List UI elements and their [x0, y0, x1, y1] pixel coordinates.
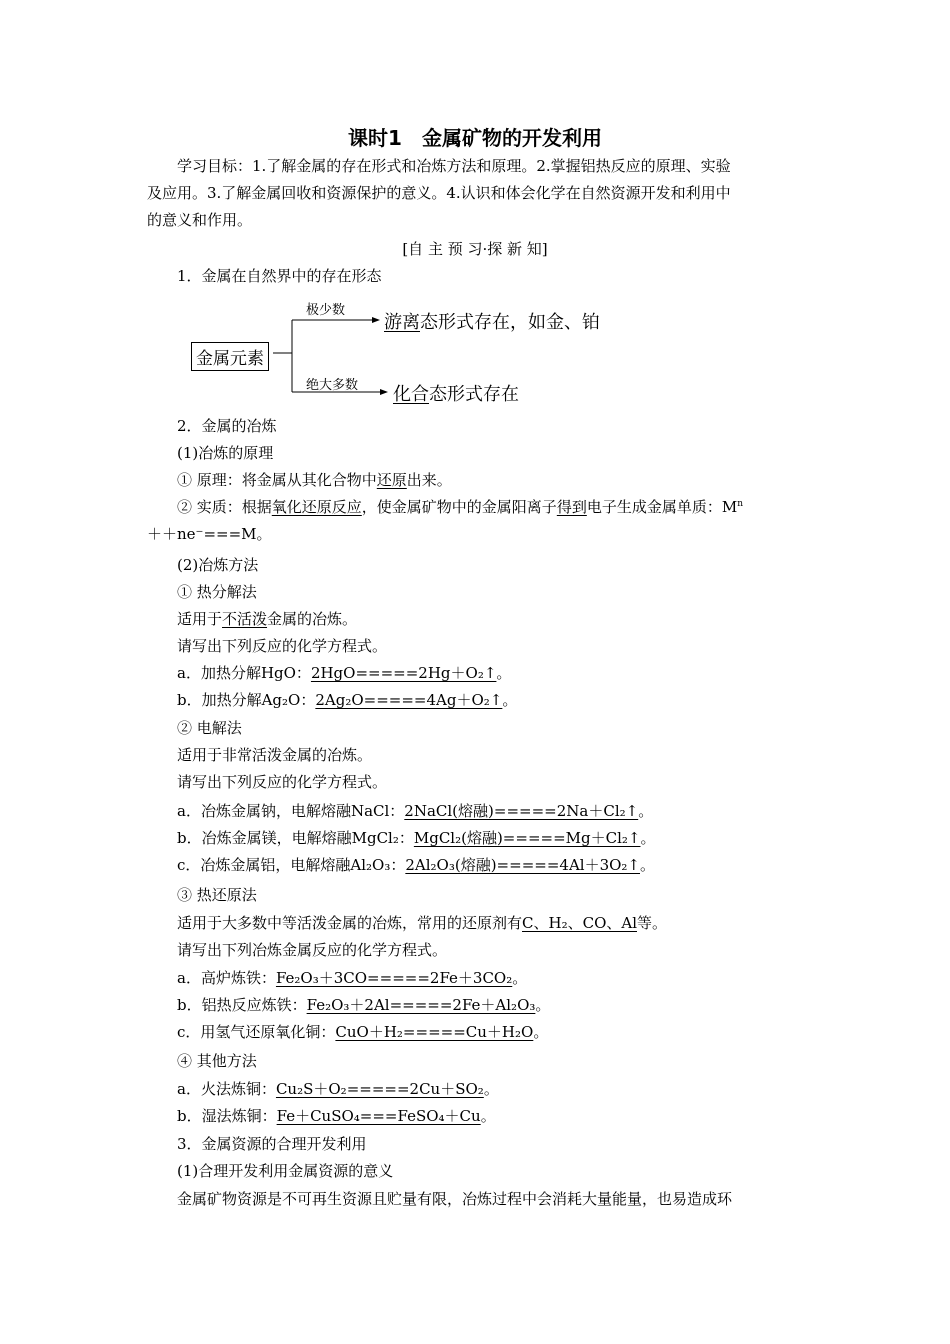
- method-4-title: ④ 其他方法: [177, 1052, 257, 1070]
- upper-branch-text: 游离态形式存在，如金、铂: [384, 312, 600, 333]
- section-header: [自 主 预 习·探 新 知]: [402, 240, 548, 258]
- method-2-ask: 请写出下列反应的化学方程式。: [177, 773, 388, 791]
- equation-3c: c．用氢气还原氧化铜：CuO＋H₂=====Cu＋H₂O。: [177, 1023, 549, 1041]
- method-3-desc: 适用于大多数中等活泼金属的冶炼，常用的还原剂有C、H₂、CO、Al等。: [177, 914, 668, 932]
- equation-4b: b．湿法炼铜：Fe＋CuSO₄===FeSO₄＋Cu。: [177, 1107, 496, 1125]
- lower-branch-text: 化合态形式存在: [393, 384, 519, 405]
- objectives-line-2: 及应用。3.了解金属回收和资源保护的意义。4.认识和体会化学在自然资源开发和利用中: [147, 184, 731, 202]
- objectives-line-3: 的意义和作用。: [147, 211, 253, 229]
- method-2-desc: 适用于非常活泼金属的冶炼。: [177, 746, 373, 764]
- essence-text: ② 实质：根据氧化还原反应，使金属矿物中的金属阳离子得到电子生成金属单质：$M^n$: [177, 498, 743, 516]
- method-3-ask: 请写出下列冶炼金属反应的化学方程式。: [177, 941, 448, 959]
- section-1-heading: 1．金属在自然界中的存在形态: [177, 267, 382, 285]
- method-1-ask: 请写出下列反应的化学方程式。: [177, 637, 388, 655]
- method-2-title: ② 电解法: [177, 719, 242, 737]
- methods-heading: (2)冶炼方法: [177, 556, 259, 574]
- equation-1b: b．加热分解Ag₂O：2Ag₂O=====4Ag＋O₂↑。: [177, 691, 518, 709]
- equation-2c: c．冶炼金属铝，电解熔融Al₂O₃：2Al₂O₃(熔融)=====4Al＋3O₂↑。: [177, 856, 656, 874]
- principle-text: ① 原理：将金属从其化合物中还原出来。: [177, 471, 452, 489]
- equation-1a: a．加热分解HgO：2HgO=====2Hg＋O₂↑。: [177, 664, 512, 682]
- section-2-heading: 2．金属的冶炼: [177, 417, 277, 435]
- equation-3b: b．铝热反应炼铁：Fe₂O₃＋2Al=====2Fe＋Al₂O₃。: [177, 996, 551, 1014]
- equation-2a: a．冶炼金属钠，电解熔融NaCl：2NaCl(熔融)=====2Na＋Cl₂↑。: [177, 802, 654, 820]
- upper-branch-label: 极少数: [306, 303, 346, 318]
- equation-4a: a．火法炼铜：Cu₂S＋O₂=====2Cu＋SO₂。: [177, 1080, 499, 1098]
- essence-text-cont: ＋＋ne⁻===M。: [147, 525, 272, 543]
- principle-heading: (1)冶炼的原理: [177, 444, 274, 462]
- section-3-sub-heading: (1)合理开发利用金属资源的意义: [177, 1162, 394, 1180]
- existence-diagram: [188, 292, 608, 412]
- equation-3a: a．高炉炼铁：Fe₂O₃＋3CO=====2Fe＋3CO₂。: [177, 969, 528, 987]
- section-3-heading: 3．金属资源的合理开发利用: [177, 1135, 367, 1153]
- method-3-title: ③ 热还原法: [177, 886, 257, 904]
- metal-element-box: 金属元素: [191, 342, 269, 371]
- lower-branch-label: 绝大多数: [306, 378, 359, 393]
- method-1-desc: 适用于不活泼金属的冶炼。: [177, 610, 358, 628]
- objectives-line-1: 学习目标：1.了解金属的存在形式和冶炼方法和原理。2.掌握铝热反应的原理、实验: [177, 157, 731, 175]
- page-title: 课时1 金属矿物的开发利用: [348, 126, 602, 150]
- equation-2b: b．冶炼金属镁，电解熔融MgCl₂：MgCl₂(熔融)=====Mg＋Cl₂↑。: [177, 829, 656, 847]
- method-1-title: ① 热分解法: [177, 583, 257, 601]
- section-3-text: 金属矿物资源是不可再生资源且贮量有限，冶炼过程中会消耗大量能量，也易造成环: [177, 1190, 733, 1208]
